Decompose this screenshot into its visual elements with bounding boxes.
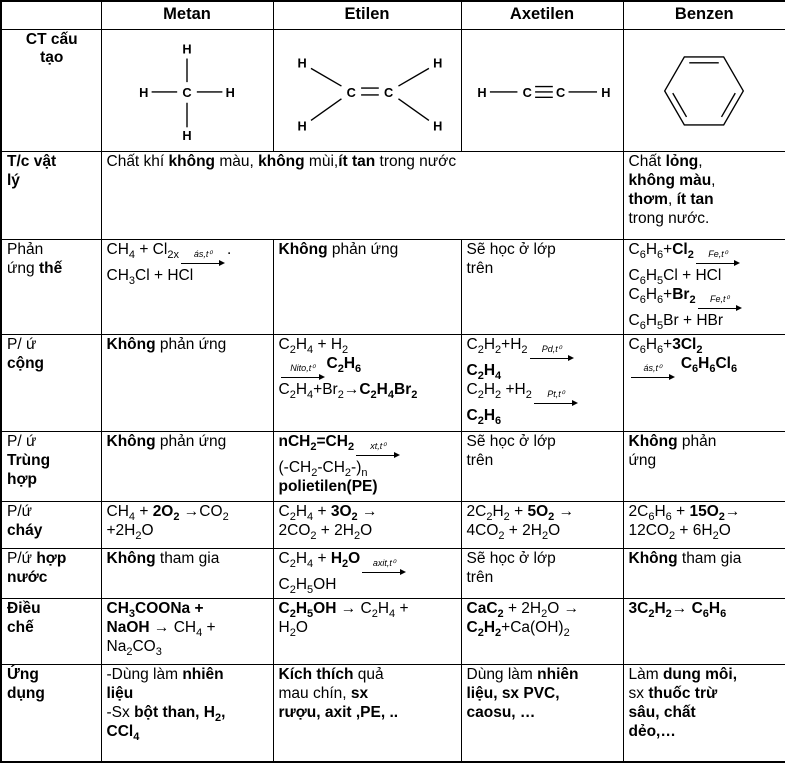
reaction-arrow: Nito,t⁰ bbox=[281, 364, 325, 381]
cell-structure-etilen bbox=[273, 29, 461, 152]
methane-structure-diagram bbox=[105, 32, 269, 146]
row-label-combustion: P/ứ cháy bbox=[1, 502, 101, 549]
benzene-ring-diagram bbox=[627, 32, 782, 146]
cell-combustion-etilen: $C_2H_4 + 3O_2$ → $2CO_2 + 2H_2O$ bbox=[273, 502, 461, 549]
row-preparation bbox=[1, 599, 785, 665]
atom-c: C bbox=[346, 84, 356, 100]
row-combustion bbox=[1, 502, 785, 549]
row-label-physical: T/c vật lý bbox=[1, 152, 101, 240]
header-row bbox=[1, 1, 785, 29]
cell-substitution-etilen: Không phản ứng bbox=[273, 240, 461, 335]
cell-physical-gases: Chất khí không màu, không mùi,ít tan trong nước bbox=[101, 152, 623, 240]
acetylene-structure-diagram bbox=[465, 32, 619, 146]
row-physical bbox=[1, 152, 785, 240]
row-substitution bbox=[1, 240, 785, 335]
col-header-metan: Metan bbox=[101, 1, 273, 29]
cell-addition-axetilen: $C_2H_2+H_2$ Pd,t⁰ $C_2H_4$ $C_2H_2 +H_2$ Pt,t⁰ $C_2H_6$ bbox=[461, 335, 623, 432]
reaction-arrow: axit,t⁰ bbox=[362, 559, 406, 576]
row-hydration bbox=[1, 549, 785, 599]
atom-h: H bbox=[433, 54, 443, 70]
cell-substitution-axetilen: Sẽ học ở lớp trên bbox=[461, 240, 623, 335]
atom-h: H bbox=[182, 41, 192, 57]
cell-structure-axetilen bbox=[461, 29, 623, 152]
row-label-applications: Ứng dụng bbox=[1, 665, 101, 762]
col-header-benzen: Benzen bbox=[623, 1, 785, 29]
atom-c: C bbox=[384, 84, 394, 100]
cell-hydration-axetilen: Sẽ học ở lớp trên bbox=[461, 549, 623, 599]
atom-c: C bbox=[522, 84, 532, 100]
cell-combustion-metan: $CH_4 + 2O_2 \to CO_2$ $+2H_2O$ bbox=[101, 502, 273, 549]
cell-preparation-axetilen: $CaC_2 + 2H_2O$ → $C_2H_2+Ca(OH)_2$ bbox=[461, 599, 623, 665]
cell-addition-etilen: $C_2H_4 + H_2$ Nito,t⁰ $C_2H_6$ $C_2H_4+Br_2\to C_2H_4Br_2$ bbox=[273, 335, 461, 432]
atom-h: H bbox=[477, 84, 487, 100]
atom-h: H bbox=[433, 117, 443, 133]
cell-polymerization-metan: Không phản ứng bbox=[101, 432, 273, 502]
atom-h: H bbox=[225, 84, 235, 100]
cell-applications-axetilen: Dùng làm nhiên liệu, sx PVC, caosu, … bbox=[461, 665, 623, 762]
cell-applications-benzen: Làm dung môi, sx thuốc trừ sâu, chất dẻo,… bbox=[623, 665, 785, 762]
row-label-structure: CT cấu tạo bbox=[1, 29, 101, 152]
cell-combustion-axetilen: $2C_2H_2 + 5O_2$ → $4CO_2 + 2H_2O$ bbox=[461, 502, 623, 549]
atom-h: H bbox=[601, 84, 611, 100]
reaction-arrow: Fe,t⁰ bbox=[698, 295, 742, 312]
atom-c: C bbox=[556, 84, 566, 100]
cell-polymerization-etilen: $nCH_2=CH_2$ xt,t⁰ $(-CH_2-CH_2-)_n$ polietilen(PE) bbox=[273, 432, 461, 502]
reaction-arrow: Pd,t⁰ bbox=[530, 345, 574, 362]
atom-h: H bbox=[182, 127, 192, 143]
cell-applications-etilen: Kích thích quả mau chín, sx rượu, axit ,PE, .. bbox=[273, 665, 461, 762]
reaction-arrow: ás,t⁰ bbox=[631, 364, 675, 381]
cell-polymerization-benzen: Không phản ứng bbox=[623, 432, 785, 502]
row-label-preparation: Điều chế bbox=[1, 599, 101, 665]
cell-applications-metan: -Dùng làm nhiên liệu -Sx bột than, $H_2$, CCl$_4$ bbox=[101, 665, 273, 762]
col-header-axetilen: Axetilen bbox=[461, 1, 623, 29]
cell-hydration-metan: Không tham gia bbox=[101, 549, 273, 599]
cell-hydration-etilen: $C_2H_4 + H_2O$ axit,t⁰ $C_2H_5OH$ bbox=[273, 549, 461, 599]
atom-h: H bbox=[139, 84, 149, 100]
row-addition bbox=[1, 335, 785, 432]
cell-preparation-metan: $CH_3COONa$ + NaOH → $CH_4$ + $Na_2CO_3$ bbox=[101, 599, 273, 665]
cell-substitution-benzen: $C_6H_6+Cl_2$ Fe,t⁰ $C_6H_5Cl$ + HCl $C_6H_6+Br_2$ Fe,t⁰ $C_6H_5Br$ + HBr bbox=[623, 240, 785, 335]
corner-cell bbox=[1, 1, 101, 29]
row-structure bbox=[1, 29, 785, 152]
atom-h: H bbox=[297, 117, 307, 133]
cell-combustion-benzen: $2C_6H_6 + 15O_2\to$ $12CO_2 + 6H_2O$ bbox=[623, 502, 785, 549]
row-label-addition: P/ ứ cộng bbox=[1, 335, 101, 432]
atom-h: H bbox=[297, 54, 307, 70]
cell-hydration-benzen: Không tham gia bbox=[623, 549, 785, 599]
cell-physical-benzen: Chất lỏng, không màu, thơm, ít tan trong nước. bbox=[623, 152, 785, 240]
row-polymerization bbox=[1, 432, 785, 502]
cell-addition-metan: Không phản ứng bbox=[101, 335, 273, 432]
cell-structure-benzen bbox=[623, 29, 785, 152]
cell-preparation-benzen: $3C_2H_2\to C_6H_6$ bbox=[623, 599, 785, 665]
row-label-polymerization: P/ ứ Trùng hợp bbox=[1, 432, 101, 502]
row-label-hydration: P/ứ hợp nước bbox=[1, 549, 101, 599]
cell-substitution-metan: $CH_4 + Cl_{2x}$ ás,t⁰ . $CH_3Cl$ + HCl bbox=[101, 240, 273, 335]
row-label-substitution: Phản ứng thế bbox=[1, 240, 101, 335]
cell-preparation-etilen: $C_2H_5OH \to C_2H_4$ + $H_2O$ bbox=[273, 599, 461, 665]
row-applications bbox=[1, 665, 785, 762]
col-header-etilen: Etilen bbox=[273, 1, 461, 29]
atom-c: C bbox=[182, 84, 192, 100]
cell-structure-metan bbox=[101, 29, 273, 152]
ethylene-structure-diagram bbox=[277, 32, 457, 146]
cell-addition-benzen: $C_6H_6+3Cl_2$ ás,t⁰ $C_6H_6Cl_6$ bbox=[623, 335, 785, 432]
reaction-arrow: ás,t⁰ bbox=[181, 250, 225, 267]
reaction-arrow: Fe,t⁰ bbox=[696, 250, 740, 267]
reaction-arrow: xt,t⁰ bbox=[356, 442, 400, 459]
reaction-arrow: Pt,t⁰ bbox=[534, 390, 578, 407]
cell-polymerization-axetilen: Sẽ học ở lớp trên bbox=[461, 432, 623, 502]
